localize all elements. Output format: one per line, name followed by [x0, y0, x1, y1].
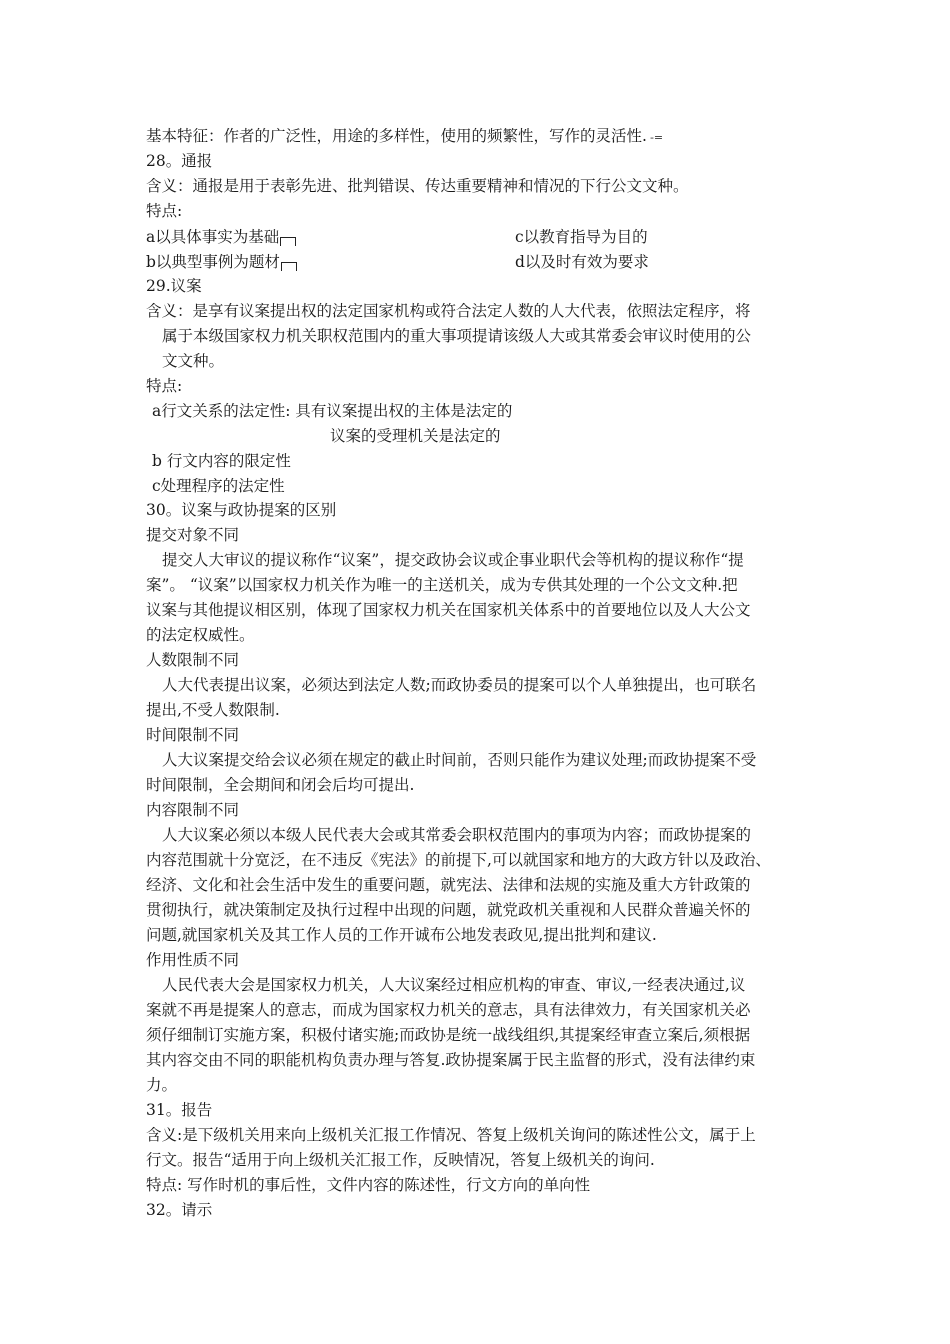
section-31-heading: 31。报告	[146, 1101, 213, 1119]
section-29-feature-c: c处理程序的法定性	[152, 477, 285, 495]
section-30-sub-5: 作用性质不同	[146, 951, 240, 969]
section-28-feature-b	[146, 250, 297, 274]
edit-mark-icon	[280, 237, 296, 246]
section-29-meaning-3: 文文种。	[162, 352, 225, 370]
section-29-meaning-1: 含义：是享有议案提出权的法定国家机构或符合法定人数的人大代表，依照法定程序，将	[146, 302, 751, 320]
section-30-p1-line-3: 议案与其他提议相区别，体现了国家权力机关在国家机关体系中的首要地位以及人大公文	[146, 601, 751, 619]
basic-features-text: 基本特征：作者的广泛性，用途的多样性，使用的频繁性，写作的灵活性.	[146, 127, 647, 145]
paragraph-mark: -=	[649, 131, 664, 144]
section-30-p5-line-4: 其内容交由不同的职能机构负责办理与答复.政协提案属于民主监督的形式，没有法律约束	[146, 1051, 756, 1069]
section-30-p4-line-1: 人大议案必须以本级人民代表大会或其常委会职权范围内的事项为内容；而政协提案的	[162, 826, 752, 844]
section-30-sub-2: 人数限制不同	[146, 651, 240, 669]
section-28-feature-c: c以教育指导为目的	[515, 228, 648, 246]
section-30-p3-line-2: 时间限制，全会期间和闭会后均可提出.	[146, 776, 415, 794]
section-30-p5-line-2: 案就不再是提案人的意志，而成为国家权力机关的意志，具有法律效力，有关国家机关必	[146, 1001, 751, 1019]
section-30-p5-line-1: 人民代表大会是国家权力机关，人大议案经过相应机构的审查、审议,一经表决通过,议	[162, 976, 746, 994]
section-31-meaning-2: 行文。报告“适用于向上级机关汇报工作，反映情况，答复上级机关的询问.	[146, 1151, 655, 1169]
feature-b-text: b以典型事例为题材	[146, 253, 280, 271]
section-30-p3-line-1: 人大议案提交给会议必须在规定的截止时间前，否则只能作为建议处理;而政协提案不受	[162, 751, 757, 769]
section-30-sub-3: 时间限制不同	[146, 726, 240, 744]
basic-features-line	[146, 124, 663, 148]
section-30-p2-line-2: 提出,不受人数限制.	[146, 701, 280, 719]
section-31-features: 特点: 写作时机的事后性，文件内容的陈述性，行文方向的单向性	[146, 1176, 591, 1194]
section-32-heading: 32。请示	[146, 1201, 213, 1219]
section-29-feature-a-2: 议案的受理机关是法定的	[330, 427, 501, 445]
section-30-sub-4: 内容限制不同	[146, 801, 240, 819]
section-30-p4-line-5: 问题,就国家机关及其工作人员的工作开诚布公地发表政见,提出批判和建议.	[146, 926, 657, 944]
section-30-p4-line-2: 内容范围就十分宽泛，在不违反《宪法》的前提下,可以就国家和地方的大政方针以及政治、	[146, 851, 771, 869]
section-30-p5-line-5: 力。	[146, 1076, 178, 1094]
section-30-p5-line-3: 须仔细制订实施方案，积极付诸实施;而政协是统一战线组织,其提案经审查立案后,须根据	[146, 1026, 751, 1044]
section-30-heading: 30。议案与政协提案的区别	[146, 501, 337, 519]
section-28-meaning: 含义：通报是用于表彰先进、批判错误、传达重要精神和情况的下行公文文种。	[146, 177, 689, 195]
section-31-meaning-1: 含义:是下级机关用来向上级机关汇报工作情况、答复上级机关询问的陈述性公文，属于上	[146, 1126, 756, 1144]
section-30-sub-1: 提交对象不同	[146, 526, 240, 544]
section-29-feature-b: b 行文内容的限定性	[152, 452, 291, 470]
section-28-features-label: 特点:	[146, 202, 183, 220]
section-30-p4-line-4: 贯彻执行，就决策制定及执行过程中出现的问题，就党政机关重视和人民群众普遍关怀的	[146, 901, 751, 919]
section-28-heading: 28。通报	[146, 152, 213, 170]
section-30-p1-line-2: 案”。 “议案”以国家权力机关作为唯一的主送机关，成为专供其处理的一个公文文种.把	[146, 576, 738, 594]
section-29-features-label: 特点:	[146, 377, 183, 395]
section-30-p2-line-1: 人大代表提出议案，必须达到法定人数;而政协委员的提案可以个人单独提出，也可联名	[162, 676, 757, 694]
edit-mark-icon	[281, 262, 297, 271]
feature-a-text: a以具体事实为基础	[146, 228, 280, 246]
section-30-p4-line-3: 经济、文化和社会生活中发生的重要问题，就宪法、法律和法规的实施及重大方针政策的	[146, 876, 751, 894]
section-29-feature-a-1: a行文关系的法定性: 具有议案提出权的主体是法定的	[152, 402, 513, 420]
section-29-heading: 29.议案	[146, 277, 202, 295]
section-30-p1-line-4: 的法定权威性。	[146, 626, 255, 644]
section-30-p1-line-1: 提交人大审议的提议称作“议案”，提交政协会议或企事业职代会等机构的提议称作“提	[162, 551, 744, 569]
section-29-meaning-2: 属于本级国家权力机关职权范围内的重大事项提请该级人大或其常委会审议时使用的公	[162, 327, 752, 345]
section-28-feature-d: d以及时有效为要求	[515, 253, 649, 271]
section-28-feature-a	[146, 225, 296, 249]
